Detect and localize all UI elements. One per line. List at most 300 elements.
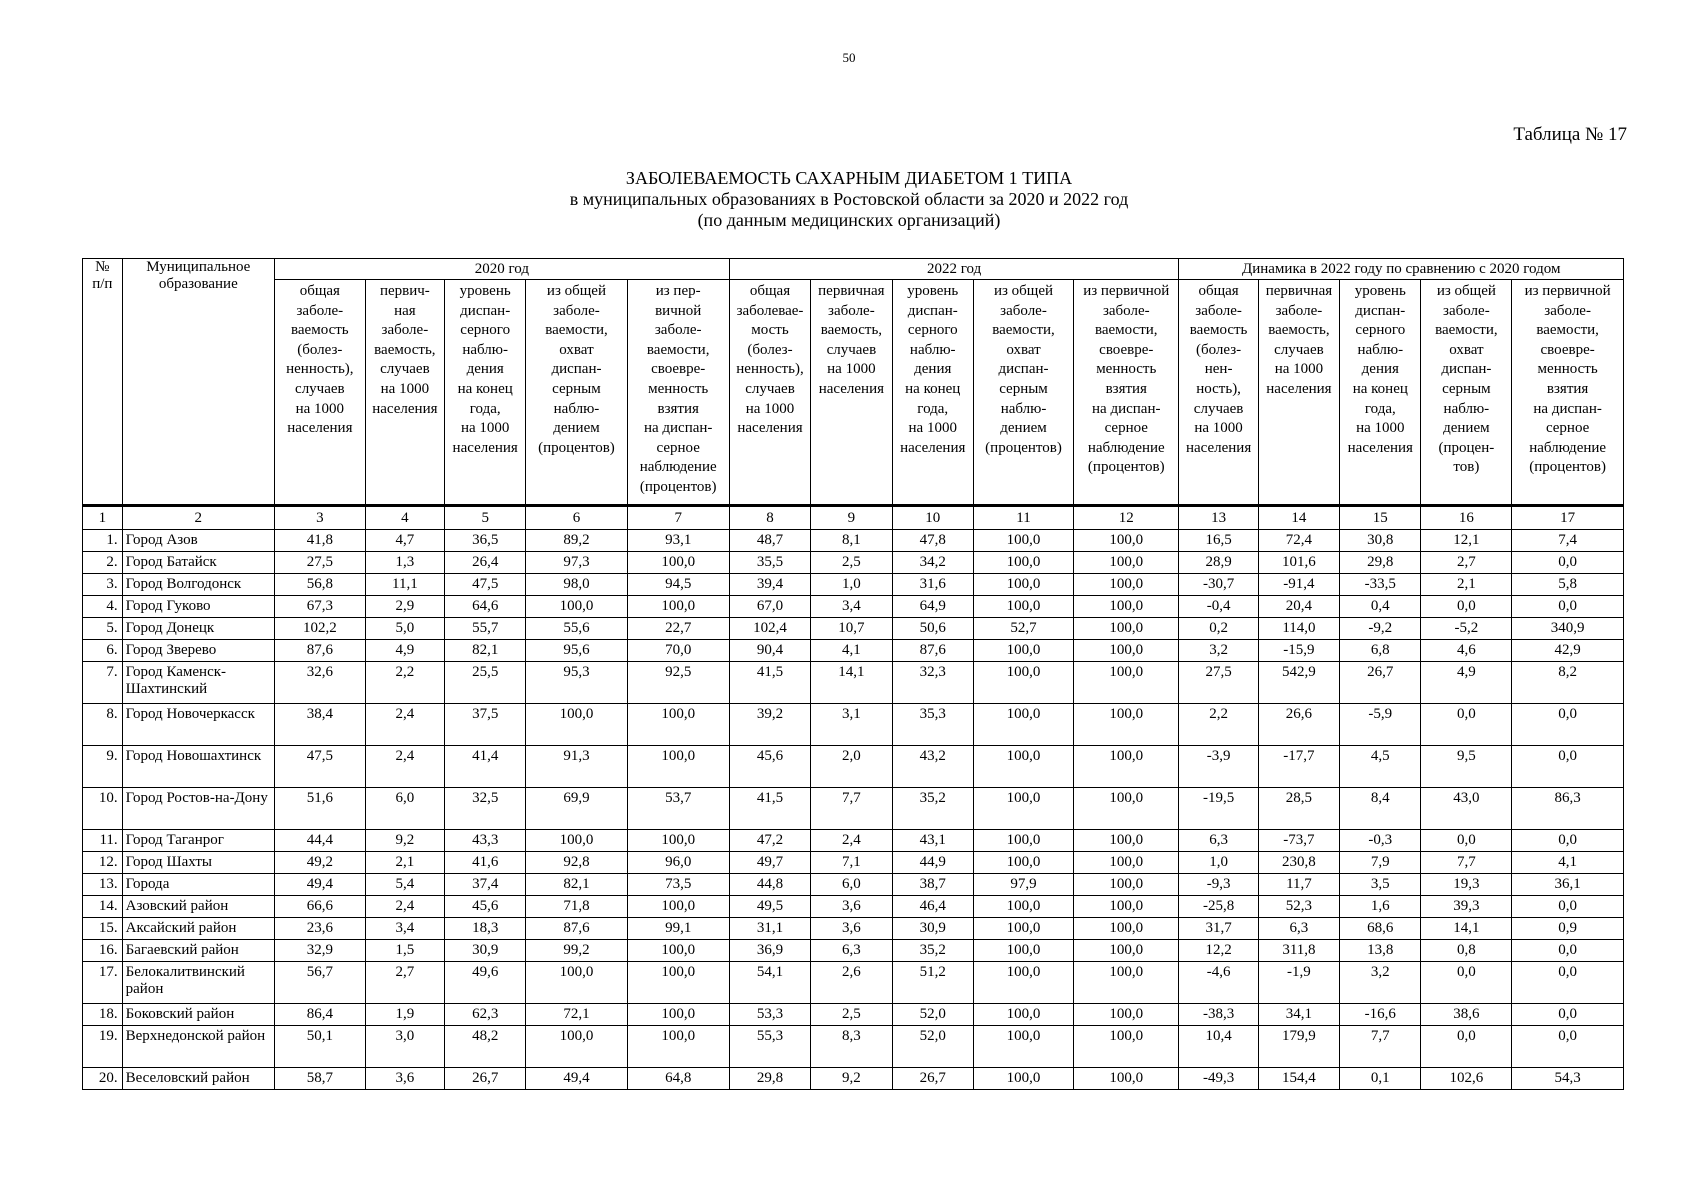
- municipality-name: Багаевский район: [122, 940, 274, 962]
- value-cell: 31,1: [729, 918, 810, 940]
- value-cell: 16,5: [1179, 530, 1258, 552]
- value-cell: 52,0: [892, 1026, 973, 1068]
- value-cell: 36,1: [1512, 874, 1624, 896]
- value-cell: 45,6: [445, 896, 526, 918]
- municipality-name: Город Азов: [122, 530, 274, 552]
- column-number: 3: [274, 506, 365, 530]
- value-cell: 2,5: [811, 552, 892, 574]
- value-cell: 542,9: [1258, 662, 1339, 704]
- value-cell: 44,8: [729, 874, 810, 896]
- value-cell: 100,0: [973, 704, 1073, 746]
- value-cell: 89,2: [526, 530, 627, 552]
- value-cell: 12,1: [1421, 530, 1512, 552]
- column-number: 4: [365, 506, 444, 530]
- value-cell: 4,1: [811, 640, 892, 662]
- value-cell: 48,2: [445, 1026, 526, 1068]
- value-cell: 95,3: [526, 662, 627, 704]
- value-cell: 20,4: [1258, 596, 1339, 618]
- value-cell: 86,3: [1512, 788, 1624, 830]
- value-cell: 0,0: [1421, 1026, 1512, 1068]
- value-cell: 30,9: [892, 918, 973, 940]
- municipality-name: Город Зверево: [122, 640, 274, 662]
- value-cell: 44,9: [892, 852, 973, 874]
- value-cell: -25,8: [1179, 896, 1258, 918]
- value-cell: 100,0: [627, 1004, 729, 1026]
- value-cell: 49,6: [445, 962, 526, 1004]
- header-column-12: из первичной заболе- ваемости, своевре- менность взятия на диспан- серное наблюдение (процентов): [1074, 280, 1179, 506]
- value-cell: 51,6: [274, 788, 365, 830]
- value-cell: 67,0: [729, 596, 810, 618]
- value-cell: 91,3: [526, 746, 627, 788]
- value-cell: 2,4: [365, 704, 444, 746]
- value-cell: -0,4: [1179, 596, 1258, 618]
- value-cell: 11,1: [365, 574, 444, 596]
- value-cell: 2,2: [1179, 704, 1258, 746]
- value-cell: 100,0: [973, 746, 1073, 788]
- value-cell: -4,6: [1179, 962, 1258, 1004]
- value-cell: 38,4: [274, 704, 365, 746]
- value-cell: 41,6: [445, 852, 526, 874]
- table-row: [83, 662, 1624, 704]
- value-cell: 2,4: [365, 896, 444, 918]
- value-cell: 35,5: [729, 552, 810, 574]
- value-cell: 55,6: [526, 618, 627, 640]
- column-number: 15: [1340, 506, 1421, 530]
- value-cell: 0,0: [1512, 830, 1624, 852]
- value-cell: 37,5: [445, 704, 526, 746]
- municipality-name: Город Таганрог: [122, 830, 274, 852]
- value-cell: 62,3: [445, 1004, 526, 1026]
- header-group-dynamics: Динамика в 2022 году по сравнению с 2020 годом: [1179, 259, 1624, 280]
- header-column-row: [83, 280, 1624, 506]
- column-number: 12: [1074, 506, 1179, 530]
- value-cell: 100,0: [1074, 918, 1179, 940]
- value-cell: -91,4: [1258, 574, 1339, 596]
- column-number: 1: [83, 506, 123, 530]
- value-cell: 55,3: [729, 1026, 810, 1068]
- value-cell: -0,3: [1340, 830, 1421, 852]
- value-cell: 4,9: [1421, 662, 1512, 704]
- municipality-name: Город Донецк: [122, 618, 274, 640]
- value-cell: -5,2: [1421, 618, 1512, 640]
- value-cell: 100,0: [1074, 530, 1179, 552]
- value-cell: 8,3: [811, 1026, 892, 1068]
- value-cell: 51,2: [892, 962, 973, 1004]
- header-column-10: уровень диспан- серного наблю- дения на конец года, на 1000 населения: [892, 280, 973, 506]
- value-cell: 100,0: [627, 704, 729, 746]
- header-municipality: Муниципальное образование: [122, 259, 274, 506]
- table-row: [83, 618, 1624, 640]
- table-row: [83, 574, 1624, 596]
- municipality-name: Город Батайск: [122, 552, 274, 574]
- header-group-2022: 2022 год: [729, 259, 1179, 280]
- value-cell: 5,4: [365, 874, 444, 896]
- value-cell: 53,7: [627, 788, 729, 830]
- municipality-name: Город Каменск-Шахтинский: [122, 662, 274, 704]
- value-cell: 100,0: [627, 1026, 729, 1068]
- column-number: 13: [1179, 506, 1258, 530]
- value-cell: 0,0: [1512, 1004, 1624, 1026]
- value-cell: 100,0: [627, 746, 729, 788]
- value-cell: 49,2: [274, 852, 365, 874]
- value-cell: 100,0: [973, 1068, 1073, 1090]
- value-cell: 100,0: [973, 852, 1073, 874]
- table-row: [83, 788, 1624, 830]
- value-cell: 8,1: [811, 530, 892, 552]
- header-column-6: из общей заболе- ваемости, охват диспан- серным наблю- дением (процентов): [526, 280, 627, 506]
- value-cell: 4,5: [1340, 746, 1421, 788]
- header-column-4: первич- ная заболе- ваемость, случаев на 1000 населения: [365, 280, 444, 506]
- value-cell: -9,3: [1179, 874, 1258, 896]
- value-cell: 45,6: [729, 746, 810, 788]
- column-number: 7: [627, 506, 729, 530]
- value-cell: 18,3: [445, 918, 526, 940]
- header-column-17: из первичной заболе- ваемости, своевре- менность взятия на диспан- серное наблюдение (процентов): [1512, 280, 1624, 506]
- value-cell: 100,0: [1074, 896, 1179, 918]
- municipality-name: Город Ростов-на-Дону: [122, 788, 274, 830]
- value-cell: 100,0: [1074, 940, 1179, 962]
- value-cell: 34,2: [892, 552, 973, 574]
- municipality-name: Города: [122, 874, 274, 896]
- incidence-table: [82, 258, 1624, 1090]
- value-cell: 4,7: [365, 530, 444, 552]
- value-cell: 100,0: [973, 788, 1073, 830]
- value-cell: 10,4: [1179, 1026, 1258, 1068]
- value-cell: 41,4: [445, 746, 526, 788]
- value-cell: 102,6: [1421, 1068, 1512, 1090]
- value-cell: 39,3: [1421, 896, 1512, 918]
- municipality-name: Веселовский район: [122, 1068, 274, 1090]
- value-cell: 26,4: [445, 552, 526, 574]
- row-number: 18.: [83, 1004, 123, 1026]
- value-cell: 19,3: [1421, 874, 1512, 896]
- row-number: 17.: [83, 962, 123, 1004]
- value-cell: -15,9: [1258, 640, 1339, 662]
- value-cell: 50,1: [274, 1026, 365, 1068]
- value-cell: 6,3: [1179, 830, 1258, 852]
- page-number: 50: [842, 50, 856, 65]
- value-cell: 4,9: [365, 640, 444, 662]
- value-cell: 41,8: [274, 530, 365, 552]
- value-cell: 39,4: [729, 574, 810, 596]
- column-number: 16: [1421, 506, 1512, 530]
- value-cell: 1,0: [1179, 852, 1258, 874]
- value-cell: 100,0: [627, 940, 729, 962]
- value-cell: 28,5: [1258, 788, 1339, 830]
- value-cell: 2,1: [1421, 574, 1512, 596]
- table-label: Таблица № 17: [1513, 124, 1627, 145]
- column-number: 11: [973, 506, 1073, 530]
- value-cell: 100,0: [1074, 788, 1179, 830]
- value-cell: -49,3: [1179, 1068, 1258, 1090]
- value-cell: 14,1: [811, 662, 892, 704]
- value-cell: 8,2: [1512, 662, 1624, 704]
- value-cell: 4,6: [1421, 640, 1512, 662]
- value-cell: 56,8: [274, 574, 365, 596]
- table-row: [83, 1068, 1624, 1090]
- value-cell: 100,0: [973, 574, 1073, 596]
- value-cell: 100,0: [973, 596, 1073, 618]
- value-cell: 0,0: [1512, 940, 1624, 962]
- row-number: 16.: [83, 940, 123, 962]
- value-cell: 52,0: [892, 1004, 973, 1026]
- table-row: [83, 918, 1624, 940]
- table-body: [83, 530, 1624, 1090]
- value-cell: 35,3: [892, 704, 973, 746]
- value-cell: 82,1: [526, 874, 627, 896]
- value-cell: 34,1: [1258, 1004, 1339, 1026]
- value-cell: 96,0: [627, 852, 729, 874]
- municipality-name: Азовский район: [122, 896, 274, 918]
- value-cell: 99,1: [627, 918, 729, 940]
- header-number: № п/п: [83, 259, 123, 506]
- value-cell: 49,7: [729, 852, 810, 874]
- value-cell: 100,0: [973, 896, 1073, 918]
- header-column-16: из общей заболе- ваемости, охват диспан- серным наблю- дением (процен- тов): [1421, 280, 1512, 506]
- value-cell: 31,7: [1179, 918, 1258, 940]
- table-row: [83, 704, 1624, 746]
- header-column-14: первичная заболе- ваемость, случаев на 1000 населения: [1258, 280, 1339, 506]
- header-column-5: уровень диспан- серного наблю- дения на конец года, на 1000 населения: [445, 280, 526, 506]
- value-cell: 100,0: [1074, 746, 1179, 788]
- value-cell: 6,3: [811, 940, 892, 962]
- value-cell: 100,0: [973, 662, 1073, 704]
- value-cell: 4,1: [1512, 852, 1624, 874]
- value-cell: 100,0: [1074, 640, 1179, 662]
- value-cell: 100,0: [627, 596, 729, 618]
- value-cell: 98,0: [526, 574, 627, 596]
- table-row: [83, 552, 1624, 574]
- value-cell: 43,1: [892, 830, 973, 852]
- value-cell: 100,0: [973, 1004, 1073, 1026]
- value-cell: 0,0: [1512, 704, 1624, 746]
- value-cell: 2,7: [365, 962, 444, 1004]
- value-cell: 41,5: [729, 662, 810, 704]
- value-cell: 86,4: [274, 1004, 365, 1026]
- value-cell: 100,0: [973, 940, 1073, 962]
- municipality-name: Белокалитвинский район: [122, 962, 274, 1004]
- row-number: 5.: [83, 618, 123, 640]
- municipality-name: Город Шахты: [122, 852, 274, 874]
- value-cell: 0,0: [1512, 896, 1624, 918]
- value-cell: 2,4: [811, 830, 892, 852]
- value-cell: 95,6: [526, 640, 627, 662]
- value-cell: 100,0: [973, 530, 1073, 552]
- value-cell: 52,7: [973, 618, 1073, 640]
- value-cell: 100,0: [1074, 704, 1179, 746]
- value-cell: 3,6: [365, 1068, 444, 1090]
- value-cell: 0,1: [1340, 1068, 1421, 1090]
- value-cell: 0,0: [1512, 1026, 1624, 1068]
- value-cell: 31,6: [892, 574, 973, 596]
- value-cell: 0,0: [1512, 746, 1624, 788]
- value-cell: 43,3: [445, 830, 526, 852]
- value-cell: 37,4: [445, 874, 526, 896]
- value-cell: 47,2: [729, 830, 810, 852]
- value-cell: 27,5: [274, 552, 365, 574]
- row-number: 9.: [83, 746, 123, 788]
- value-cell: 7,4: [1512, 530, 1624, 552]
- value-cell: 100,0: [973, 640, 1073, 662]
- value-cell: 100,0: [526, 1026, 627, 1068]
- value-cell: 3,4: [365, 918, 444, 940]
- value-cell: 87,6: [526, 918, 627, 940]
- value-cell: 36,9: [729, 940, 810, 962]
- value-cell: -33,5: [1340, 574, 1421, 596]
- value-cell: 58,7: [274, 1068, 365, 1090]
- table-row: [83, 830, 1624, 852]
- table-row: [83, 596, 1624, 618]
- table-row: [83, 940, 1624, 962]
- value-cell: 0,0: [1421, 704, 1512, 746]
- value-cell: 49,4: [274, 874, 365, 896]
- row-number: 8.: [83, 704, 123, 746]
- value-cell: 2,0: [811, 746, 892, 788]
- municipality-name: Город Новошахтинск: [122, 746, 274, 788]
- row-number: 12.: [83, 852, 123, 874]
- value-cell: 100,0: [526, 596, 627, 618]
- value-cell: 100,0: [973, 918, 1073, 940]
- value-cell: 1,3: [365, 552, 444, 574]
- value-cell: 7,7: [1340, 1026, 1421, 1068]
- row-number: 19.: [83, 1026, 123, 1068]
- value-cell: -38,3: [1179, 1004, 1258, 1026]
- table-row: [83, 1026, 1624, 1068]
- value-cell: 101,6: [1258, 552, 1339, 574]
- value-cell: 2,6: [811, 962, 892, 1004]
- table-row: [83, 962, 1624, 1004]
- header-column-11: из общей заболе- ваемости, охват диспан- серным наблю- дением (процентов): [973, 280, 1073, 506]
- value-cell: 97,3: [526, 552, 627, 574]
- value-cell: 3,0: [365, 1026, 444, 1068]
- value-cell: 36,5: [445, 530, 526, 552]
- column-number: 10: [892, 506, 973, 530]
- value-cell: 93,1: [627, 530, 729, 552]
- value-cell: 1,6: [1340, 896, 1421, 918]
- value-cell: 9,5: [1421, 746, 1512, 788]
- column-number: 2: [122, 506, 274, 530]
- value-cell: 0,0: [1421, 596, 1512, 618]
- value-cell: 64,9: [892, 596, 973, 618]
- row-number: 11.: [83, 830, 123, 852]
- column-number: 6: [526, 506, 627, 530]
- value-cell: 11,7: [1258, 874, 1339, 896]
- value-cell: 46,4: [892, 896, 973, 918]
- row-number: 10.: [83, 788, 123, 830]
- value-cell: 32,6: [274, 662, 365, 704]
- value-cell: 10,7: [811, 618, 892, 640]
- value-cell: 99,2: [526, 940, 627, 962]
- value-cell: 5,8: [1512, 574, 1624, 596]
- value-cell: 14,1: [1421, 918, 1512, 940]
- value-cell: 311,8: [1258, 940, 1339, 962]
- value-cell: 2,1: [365, 852, 444, 874]
- value-cell: 47,5: [274, 746, 365, 788]
- value-cell: 1,0: [811, 574, 892, 596]
- value-cell: 0,2: [1179, 618, 1258, 640]
- header-number-row: [83, 506, 1624, 530]
- column-number: 14: [1258, 506, 1339, 530]
- value-cell: -3,9: [1179, 746, 1258, 788]
- row-number: 1.: [83, 530, 123, 552]
- table-row: [83, 896, 1624, 918]
- value-cell: 3,4: [811, 596, 892, 618]
- value-cell: 30,9: [445, 940, 526, 962]
- value-cell: 5,0: [365, 618, 444, 640]
- table-row: [83, 640, 1624, 662]
- row-number: 2.: [83, 552, 123, 574]
- value-cell: 7,1: [811, 852, 892, 874]
- value-cell: 100,0: [627, 830, 729, 852]
- value-cell: 25,5: [445, 662, 526, 704]
- value-cell: 179,9: [1258, 1026, 1339, 1068]
- column-number: 9: [811, 506, 892, 530]
- value-cell: 340,9: [1512, 618, 1624, 640]
- municipality-name: Боковский район: [122, 1004, 274, 1026]
- value-cell: 39,2: [729, 704, 810, 746]
- value-cell: 29,8: [729, 1068, 810, 1090]
- value-cell: 35,2: [892, 940, 973, 962]
- column-number: 17: [1512, 506, 1624, 530]
- value-cell: 3,2: [1340, 962, 1421, 1004]
- value-cell: 47,5: [445, 574, 526, 596]
- value-cell: 64,8: [627, 1068, 729, 1090]
- value-cell: 42,9: [1512, 640, 1624, 662]
- value-cell: 28,9: [1179, 552, 1258, 574]
- value-cell: 53,3: [729, 1004, 810, 1026]
- header-column-13: общая заболе- ваемость (болез- нен- ность), случаев на 1000 населения: [1179, 280, 1258, 506]
- value-cell: 100,0: [627, 552, 729, 574]
- value-cell: 230,8: [1258, 852, 1339, 874]
- value-cell: -1,9: [1258, 962, 1339, 1004]
- value-cell: 1,9: [365, 1004, 444, 1026]
- value-cell: 94,5: [627, 574, 729, 596]
- value-cell: 41,5: [729, 788, 810, 830]
- value-cell: 49,4: [526, 1068, 627, 1090]
- value-cell: 3,6: [811, 918, 892, 940]
- row-number: 4.: [83, 596, 123, 618]
- value-cell: 3,6: [811, 896, 892, 918]
- value-cell: 35,2: [892, 788, 973, 830]
- value-cell: 32,5: [445, 788, 526, 830]
- value-cell: 100,0: [1074, 574, 1179, 596]
- value-cell: 100,0: [973, 962, 1073, 1004]
- value-cell: 2,5: [811, 1004, 892, 1026]
- document-title: ЗАБОЛЕВАЕМОСТЬ САХАРНЫМ ДИАБЕТОМ 1 ТИПА: [625, 168, 1073, 188]
- table-row: [83, 746, 1624, 788]
- value-cell: 49,5: [729, 896, 810, 918]
- value-cell: 100,0: [526, 704, 627, 746]
- value-cell: 68,6: [1340, 918, 1421, 940]
- value-cell: 23,6: [274, 918, 365, 940]
- municipality-name: Город Новочеркасск: [122, 704, 274, 746]
- value-cell: 100,0: [526, 962, 627, 1004]
- value-cell: 0,0: [1512, 962, 1624, 1004]
- header-column-8: общая заболевае- мость (болез- ненность), случаев на 1000 населения: [729, 280, 810, 506]
- value-cell: 66,6: [274, 896, 365, 918]
- municipality-name: Аксайский район: [122, 918, 274, 940]
- value-cell: 90,4: [729, 640, 810, 662]
- municipality-name: Город Гуково: [122, 596, 274, 618]
- value-cell: 38,6: [1421, 1004, 1512, 1026]
- value-cell: 6,3: [1258, 918, 1339, 940]
- value-cell: 100,0: [1074, 1004, 1179, 1026]
- header-column-3: общая заболе- ваемость (болез- ненность), случаев на 1000 населения: [274, 280, 365, 506]
- value-cell: 0,0: [1421, 830, 1512, 852]
- value-cell: -19,5: [1179, 788, 1258, 830]
- value-cell: 100,0: [973, 830, 1073, 852]
- value-cell: -16,6: [1340, 1004, 1421, 1026]
